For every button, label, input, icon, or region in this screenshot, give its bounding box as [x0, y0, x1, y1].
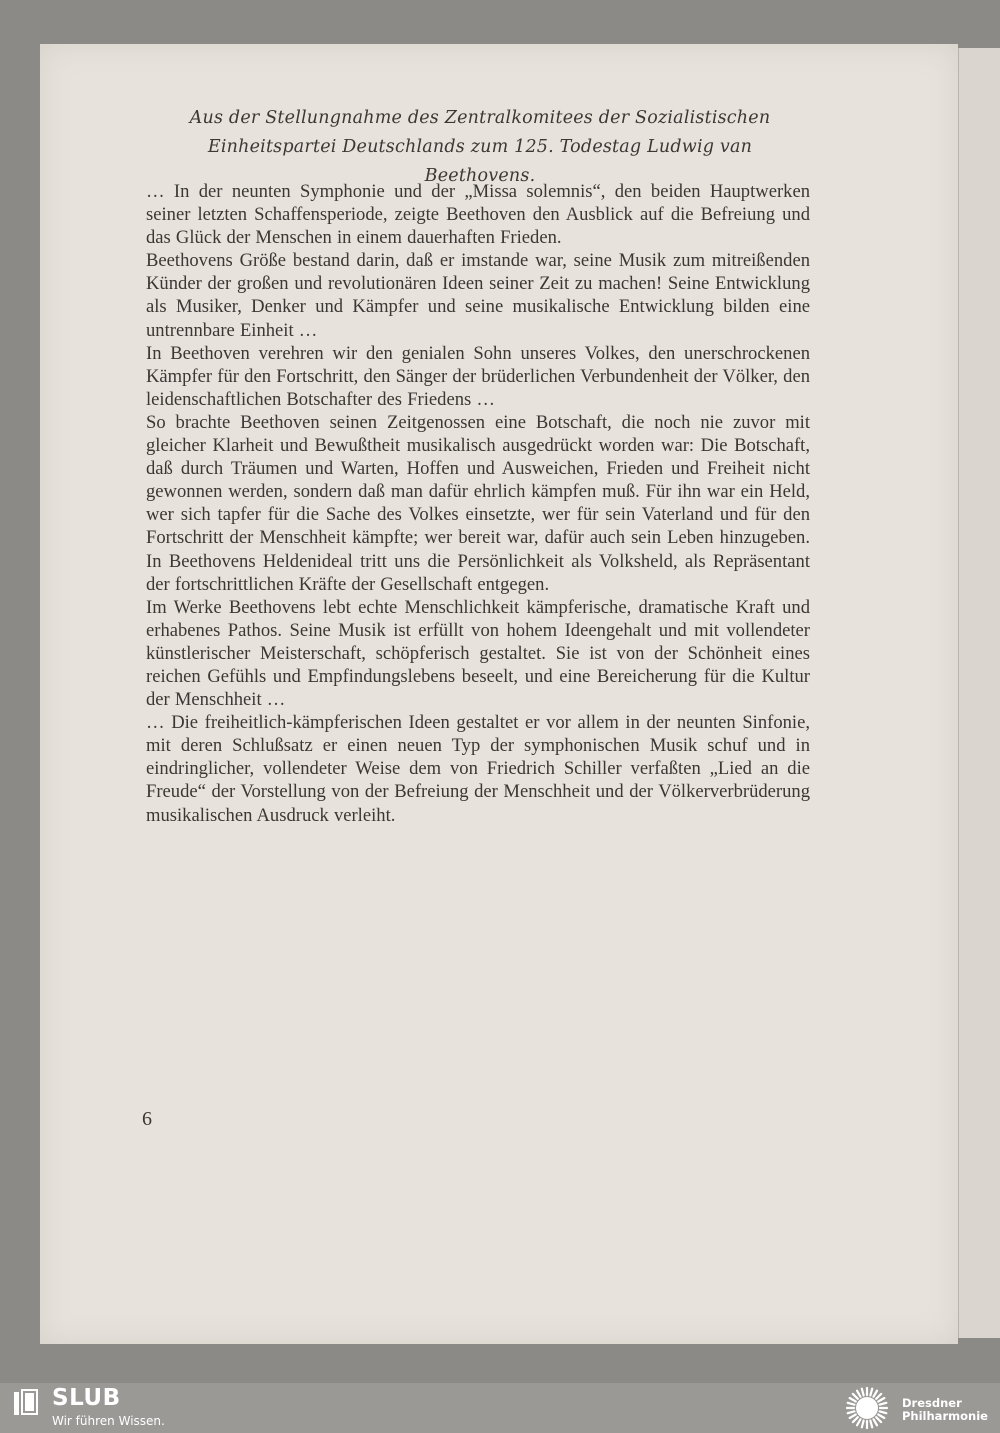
- sunburst-ray: [862, 1389, 864, 1396]
- paragraph-6: … Die freiheitlich-kämpferischen Ideen gestaltet er vor allem in der neunten Sinfonie, mit deren Schlußsatz er einen neuen Typ der symphonischen Musik schuf und in eindringlicher, vollendeter Weise dem von Friedrich Schiller verfaßten „Lied an die Freude“ der Vorstellung von der Befreiung der Menschheit und der Völkerverbrüderung musikalischen Ausdruck verleiht.: [146, 712, 810, 826]
- sunburst-ray: [848, 1403, 855, 1405]
- paragraph-5: Im Werke Beethovens lebt echte Menschlichkeit kämpferische, dramatische Kraft und erhabenes Pathos. Seine Musik ist erfüllt von hohem Ideengehalt und mit vollendeter künstlerischer Meisterschaft, schöpferisch gestaltet. Sie ist von der Schönheit eines reichen Gefühls und Empfindungslebens beseelt, und eine Bereicherung für die Kultur der Menschheit …: [146, 596, 810, 711]
- sunburst-ray: [878, 1398, 884, 1402]
- sunburst-ray: [880, 1411, 887, 1413]
- sunburst-ray: [850, 1398, 856, 1402]
- sunburst-ray: [870, 1389, 872, 1396]
- document-body: [146, 180, 810, 827]
- sunburst-ray: [874, 1419, 878, 1425]
- sunburst-ray: [878, 1415, 884, 1419]
- sunburst-ray: [870, 1421, 872, 1428]
- sunburst-ray: [880, 1403, 887, 1405]
- sunburst-ray: [850, 1415, 856, 1419]
- page-number: 6: [142, 1108, 152, 1130]
- paragraph-3: In Beethoven verehren wir den genialen Sohn unseres Volkes, den unerschrockenen Kämpfer für den Fortschritt, den Sänger der brüderlichen Verbundenheit der Völker, den leidenschaftlichen Botschafter des Friedens …: [146, 342, 810, 410]
- facing-page-edge: [958, 48, 1000, 1338]
- sunburst-ray: [848, 1411, 855, 1413]
- paragraph-1: … In der neunten Symphonie und der „Missa solemnis“, den beiden Hauptwerken seiner letzten Schaffensperiode, zeigte Beethoven den Ausblick auf die Befreiung und das Glück der Menschen in einem dauerhaften Frieden.: [146, 181, 810, 249]
- book-stack-icon[interactable]: [14, 1389, 38, 1415]
- partner-name[interactable]: [902, 1397, 998, 1423]
- slub-tagline: Wir führen Wissen.: [52, 1414, 165, 1428]
- sunburst-ray: [876, 1394, 881, 1399]
- paragraph-4: So brachte Beethoven seinen Zeitgenossen eine Botschaft, die noch nie zuvor mit gleicher Klarheit und Bewußtheit musikalisch ausgedrückt worden war: Die Botschaft, daß durch Träumen und Warten, Hoffen und Ausweichen, Frieden und Freiheit nicht gewonnen werden, sondern daß man dafür ehrlich kämpfen muß. Für ihn war ein Held, wer sich tapfer für die Sache des Volkes einsetzte, wer für sein Vaterland und für den Fortschritt der Menschheit kämpfte; wer bereit war, dafür auch sein Leben hinzugeben. In Beethovens Heldenideal tritt uns die Persönlichkeit als Volksheld, als Repräsentant der fortschrittlichen Kräfte der Gesellschaft entgegen.: [146, 411, 810, 595]
- slub-brand[interactable]: SLUB: [52, 1385, 121, 1411]
- sunburst-ray: [874, 1391, 878, 1397]
- sunburst-ray: [853, 1394, 858, 1399]
- sunburst-ray: [857, 1391, 861, 1397]
- sunburst-logo-icon[interactable]: [842, 1386, 892, 1430]
- sunburst-ray: [857, 1419, 861, 1425]
- partner-name-line-1: Dresdner: [902, 1396, 962, 1410]
- sunburst-ray: [876, 1417, 881, 1422]
- sunburst-ray: [862, 1421, 864, 1428]
- sunburst-ray: [853, 1417, 858, 1422]
- paragraph-2: Beethovens Größe bestand darin, daß er imstande war, seine Musik zum mitreißenden Künder der großen und revolutionären Ideen seiner Zeit zu machen! Seine Entwicklung als Musiker, Denker und Kämpfer und seine musikalische Entwicklung bilden eine untrennbare Einheit …: [146, 250, 810, 341]
- document-heading: Aus der Stellungnahme des Zentralkomitees der Sozialistischen Einheitspartei Deutschlands zum 125. Todestag Ludwig van Beethovens.: [189, 108, 771, 186]
- partner-name-line-2: Philharmonie: [902, 1409, 988, 1423]
